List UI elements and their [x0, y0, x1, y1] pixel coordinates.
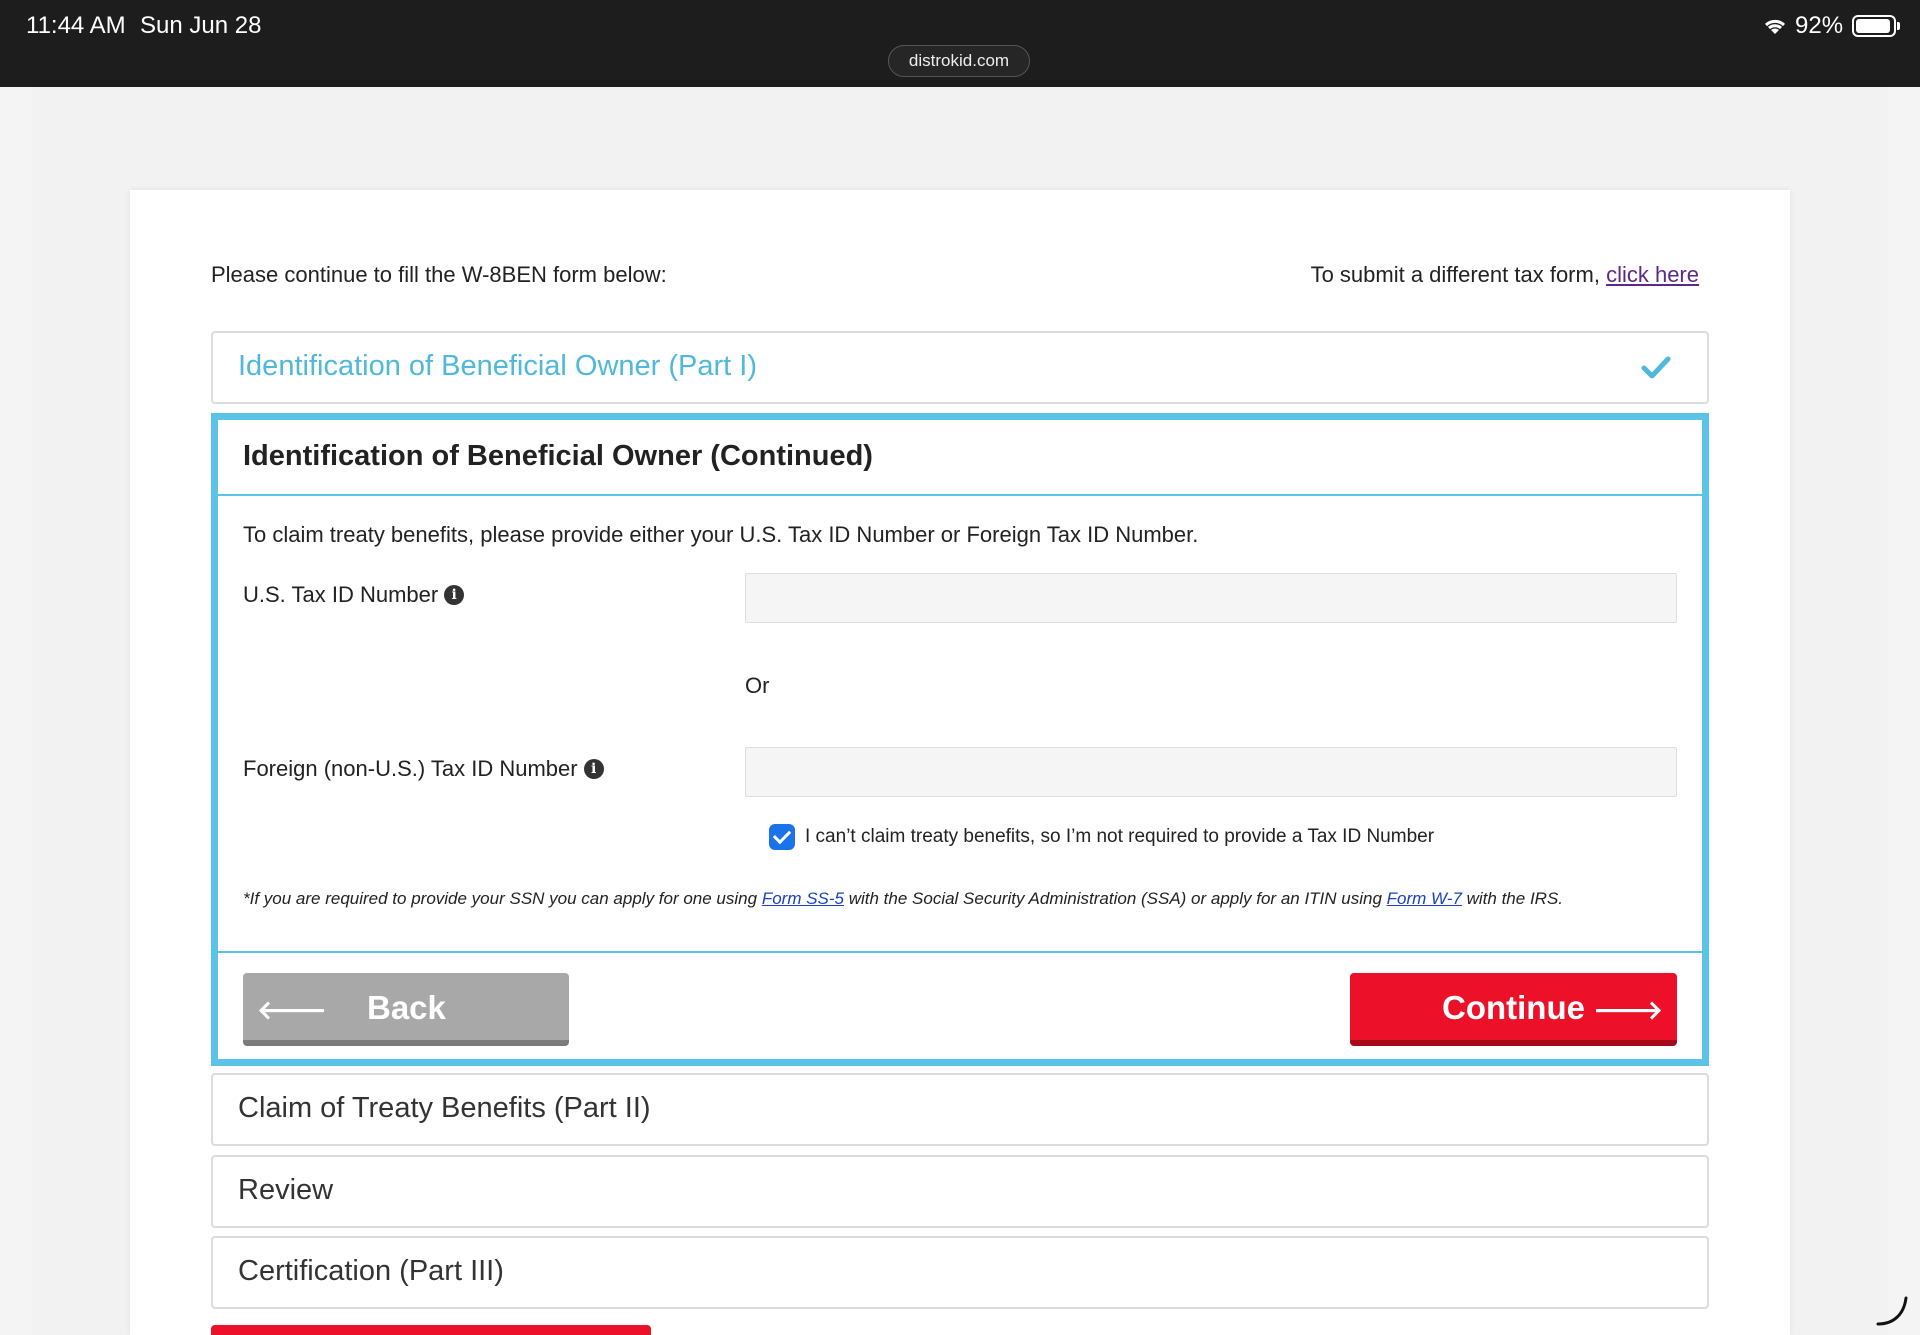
arrow-right-icon: 🡒 — [1593, 995, 1663, 1025]
status-date: Sun Jun 28 — [140, 12, 262, 39]
back-button[interactable] — [243, 973, 569, 1046]
section-review-title: Review — [238, 1174, 334, 1206]
section-active-title: Identification of Beneficial Owner (Continued) — [243, 440, 873, 472]
section-part3-title: Certification (Part III) — [238, 1255, 504, 1287]
wifi-icon — [1762, 14, 1788, 36]
click-here-link[interactable]: click here — [1606, 262, 1699, 287]
footnote — [243, 889, 1563, 909]
us-tax-id-input[interactable] — [745, 573, 1677, 623]
foreign-tax-label — [243, 756, 604, 782]
arrow-left-icon: 🡐 — [257, 995, 327, 1025]
section-part2[interactable] — [211, 1073, 1709, 1146]
alt-form-label: To submit a different tax form, — [1310, 262, 1600, 287]
or-text: Or — [745, 673, 770, 698]
foreign-tax-label-text: Foreign (non-U.S.) Tax ID Number — [243, 756, 578, 781]
battery-icon — [1852, 15, 1896, 37]
no-treaty-checkbox-row[interactable] — [769, 824, 1434, 850]
back-button-label: Back — [367, 989, 446, 1026]
section-part2-title: Claim of Treaty Benefits (Part II) — [238, 1092, 651, 1124]
section-active-header — [218, 420, 1702, 496]
footnote-text-3: with the IRS. — [1461, 889, 1564, 908]
alt-form-text — [1311, 262, 1699, 288]
section-review[interactable] — [211, 1155, 1709, 1228]
url-pill[interactable]: distrokid.com — [888, 45, 1030, 77]
footnote-text-2: with the Social Security Administration (SSA) or apply for an ITIN using — [844, 889, 1387, 908]
no-treaty-checkbox[interactable] — [769, 824, 795, 850]
scroll-indicator-icon — [1872, 1290, 1912, 1330]
checkmark-icon — [1641, 355, 1671, 381]
section-part1-title: Identification of Beneficial Owner (Part I) — [238, 350, 758, 382]
us-tax-label-text: U.S. Tax ID Number — [243, 582, 439, 607]
intro-text: Please continue to fill the W-8BEN form below: — [211, 262, 667, 287]
status-bar — [0, 0, 1920, 87]
claim-instructions: To claim treaty benefits, please provide either your U.S. Tax ID Number or Foreign Tax ID Number. — [243, 522, 1199, 547]
continue-button[interactable] — [1350, 973, 1677, 1046]
section-part3[interactable] — [211, 1236, 1709, 1309]
no-treaty-checkbox-label: I can’t claim treaty benefits, so I’m not required to provide a Tax ID Number — [805, 826, 1435, 847]
footnote-text-1: *If you are required to provide your SSN you can apply for one using — [243, 889, 762, 908]
section-part1[interactable] — [211, 331, 1709, 404]
status-time: 11:44 AM — [26, 12, 126, 39]
info-icon[interactable]: i — [444, 585, 464, 605]
info-icon[interactable]: i — [584, 759, 604, 779]
continue-button-label: Continue — [1442, 989, 1585, 1026]
form-ss5-link[interactable]: Form SS-5 — [761, 889, 844, 908]
section-active-divider — [218, 951, 1702, 953]
section-active — [211, 413, 1709, 1066]
us-tax-label — [243, 582, 464, 608]
foreign-tax-id-input[interactable] — [745, 747, 1677, 797]
form-w7-link[interactable]: Form W-7 — [1386, 889, 1462, 908]
battery-percent: 92% — [1795, 12, 1844, 39]
red-button-partial[interactable] — [211, 1325, 651, 1335]
